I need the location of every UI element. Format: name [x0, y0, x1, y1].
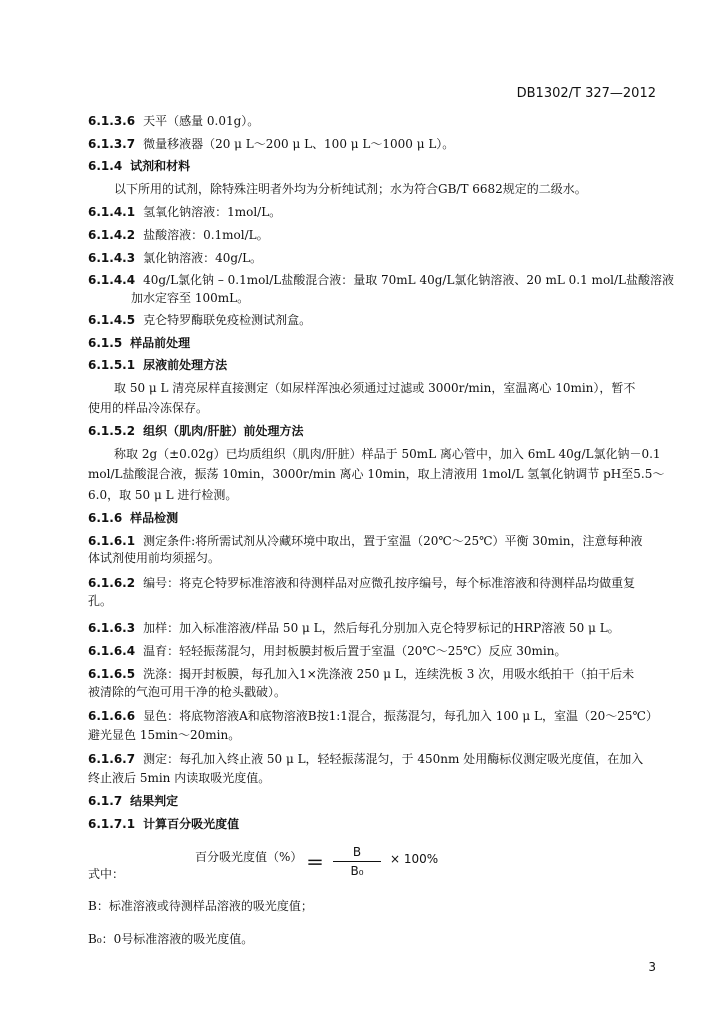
clause-number: 6.1.6.6: [88, 709, 136, 723]
clause-text: 终止液后 5min 内读取吸光度值。: [88, 771, 271, 785]
clause-number: 6.1.6.1: [88, 534, 136, 548]
clause-text: 微量移液器（20 μ L～200 μ L、100 μ L～1000 μ L）。: [143, 137, 455, 151]
clause-text: 孔。: [88, 594, 113, 608]
clause-text: 测定条件:将所需试剂从冷藏环境中取出，置于室温（20℃～25℃）平衡 30min，注意每种液: [143, 534, 643, 548]
clause-text: 温育：轻轻振荡混匀，用封板膜封板后置于室温（20℃～25℃）反应 30min。: [143, 644, 567, 658]
clause-text: 氯化钠溶液：40g/L。: [143, 251, 263, 265]
text-line: [114, 181, 587, 197]
clause-text: 取 50 μ L 清亮尿样直接测定（如尿样浑浊必须通过过滤或 3000r/min，室温离心 10min），暂不: [114, 381, 636, 395]
text-line: [88, 113, 259, 129]
clause-text: 结果判定: [130, 794, 179, 808]
formula-numerator: B: [352, 845, 362, 859]
text-line: [88, 816, 239, 832]
text-line: [88, 272, 674, 288]
clause-number: 6.1.6.4: [88, 644, 136, 658]
text-line: [88, 204, 281, 220]
definition-b0: B₀：0号标准溶液的吸光度值。: [88, 932, 254, 946]
text-line: [88, 227, 269, 243]
clause-text: 加水定容至 100mL。: [131, 291, 250, 305]
clause-text: 天平（感量 0.01g）。: [143, 114, 260, 128]
clause-text: 试剂和材料: [130, 159, 191, 173]
clause-number: 6.1.6.2: [88, 576, 136, 590]
text-line: [88, 510, 178, 526]
text-line: [88, 423, 303, 439]
formula-where: 式中：: [88, 867, 125, 881]
formula-equals: ＝: [306, 853, 324, 874]
clause-text: 氢氧化钠溶液：1mol/L。: [143, 205, 282, 219]
clause-text: 使用的样品冷冻保存。: [88, 401, 209, 415]
text-line: [88, 666, 634, 682]
clause-text: 显色：将底物溶液A和底物溶液B按1:1混合，振荡混匀，每孔加入 100 μ L，室温（20～25℃）: [143, 709, 658, 723]
clause-number: 6.1.6.5: [88, 667, 136, 681]
clause-text: 40g/L氯化钠 – 0.1mol/L盐酸混合液：量取 70mL 40g/L氯化钠溶液、20 mL 0.1 mol/L盐酸溶液: [143, 273, 675, 287]
clause-text: 盐酸溶液：0.1mol/L。: [143, 228, 269, 242]
clause-text: 被清除的气泡可用干净的枪头戳破）。: [88, 685, 287, 699]
clause-number: 6.1.7: [88, 794, 123, 808]
text-line: [114, 446, 661, 462]
text-line: [88, 250, 262, 266]
text-line: [88, 620, 620, 636]
formula-lhs: 百分吸光度值（%）: [195, 850, 303, 864]
definition-b: B：标准溶液或待测样品溶液的吸光度值；: [88, 899, 313, 913]
clause-number: 6.1.5.1: [88, 358, 136, 372]
text-line: [88, 466, 664, 482]
text-line: [88, 593, 112, 609]
text-line: [88, 793, 178, 809]
clause-number: 6.1.6.7: [88, 752, 136, 766]
text-line: [88, 727, 240, 743]
clause-text: 测定：每孔加入终止液 50 μ L，轻轻振荡混匀，于 450nm 处用酶标仪测定吸光度值，在加入: [143, 752, 644, 766]
text-line: [88, 158, 190, 174]
clause-number: 6.1.6.3: [88, 621, 136, 635]
clause-number: 6.1.4.4: [88, 273, 136, 287]
text-line: [88, 550, 220, 566]
clause-text: 组织（肌肉/肝脏）前处理方法: [143, 424, 304, 438]
text-line: [88, 136, 454, 152]
clause-text: 以下所用的试剂，除特殊注明者外均为分析纯试剂；水为符合GB/T 6682规定的二级水。: [114, 182, 587, 196]
text-line: [88, 400, 208, 416]
clause-text: 体试剂使用前均须摇匀。: [88, 551, 221, 565]
clause-text: 6.0，取 50 μ L 进行检测。: [88, 488, 238, 502]
clause-number: 6.1.6: [88, 511, 123, 525]
clause-number: 6.1.5: [88, 336, 123, 350]
text-line: [88, 708, 658, 724]
clause-text: 计算百分吸光度值: [143, 817, 240, 831]
clause-number: 6.1.4.5: [88, 313, 136, 327]
clause-number: 6.1.3.7: [88, 137, 136, 151]
text-line: [88, 312, 311, 328]
clause-text: 样品前处理: [130, 336, 191, 350]
text-line: [88, 335, 190, 351]
clause-text: 称取 2g（±0.02g）已均质组织（肌肉/肝脏）样品于 50mL 离心管中，加入 6mL 40g/L氯化钠－0.1: [114, 447, 661, 461]
clause-text: 编号：将克仑特罗标准溶液和待测样品对应微孔按序编号，每个标准溶液和待测样品均做重复: [143, 576, 636, 590]
clause-number: 6.1.4.3: [88, 251, 136, 265]
text-line: [88, 533, 643, 549]
clause-number: 6.1.4.1: [88, 205, 136, 219]
clause-number: 6.1.3.6: [88, 114, 136, 128]
formula-times: × 100%: [390, 852, 439, 866]
formula-denominator: B₀: [350, 864, 364, 878]
clause-number: 6.1.4.2: [88, 228, 136, 242]
clause-text: 加样：加入标准溶液/样品 50 μ L，然后每孔分别加入克仑特罗标记的HRP溶液 50 μ L。: [143, 621, 620, 635]
clause-text: 洗涤：揭开封板膜，每孔加入1×洗涤液 250 μ L，连续洗板 3 次，用吸水纸拍干（拍干后未: [143, 667, 635, 681]
text-line: [114, 380, 635, 396]
document-header: DB1302/T 327—2012: [516, 86, 656, 101]
clause-text: mol/L盐酸混合液，振荡 10min，3000r/min 离心 10min，取上清液用 1mol/L 氢氧化钠调节 pH至5.5～: [88, 467, 665, 481]
clause-text: 避光显色 15min～20min。: [88, 728, 241, 742]
clause-number: 6.1.7.1: [88, 817, 136, 831]
page-number: 3: [648, 960, 656, 974]
text-line: [88, 643, 567, 659]
fraction-bar: [333, 861, 381, 862]
text-line: [88, 575, 635, 591]
text-line: [131, 290, 249, 306]
text-line: [88, 751, 643, 767]
clause-text: 尿液前处理方法: [143, 358, 228, 372]
text-line: [88, 770, 270, 786]
clause-text: 克仑特罗酶联免疫检测试剂盒。: [143, 313, 312, 327]
clause-number: 6.1.4: [88, 159, 123, 173]
text-line: [88, 684, 286, 700]
text-line: [88, 357, 227, 373]
clause-number: 6.1.5.2: [88, 424, 136, 438]
clause-text: 样品检测: [130, 511, 179, 525]
text-line: [88, 487, 237, 503]
